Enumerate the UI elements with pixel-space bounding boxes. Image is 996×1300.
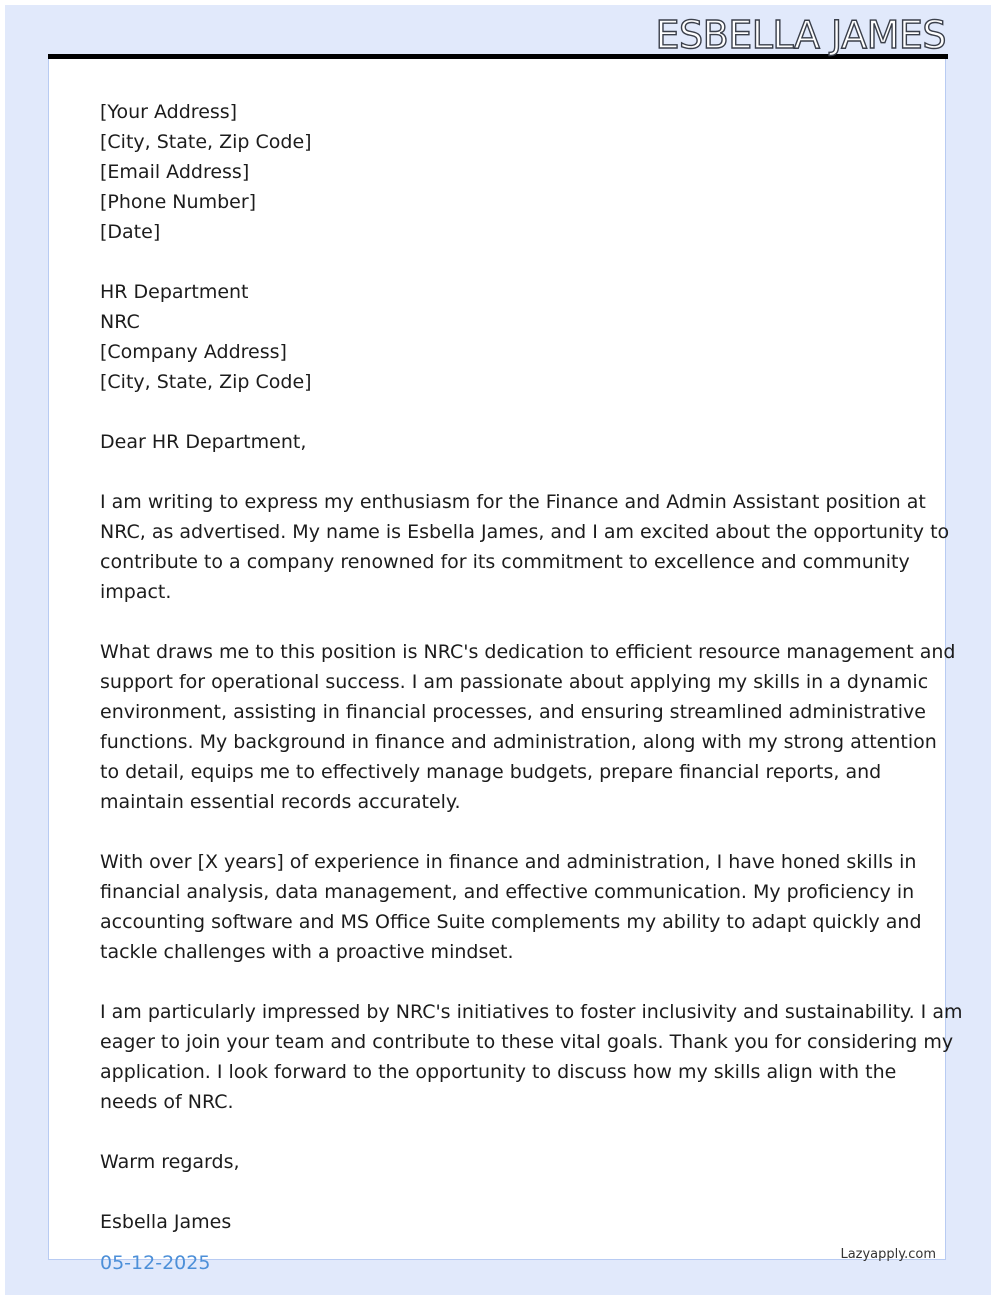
paragraph-line: eager to join your team and contribute to these vital goals. Thank you for considering my bbox=[100, 1031, 954, 1053]
footer-credit: Lazyapply.com bbox=[840, 1247, 936, 1262]
paragraph-line: tackle challenges with a proactive mindset. bbox=[100, 941, 514, 963]
closing: Warm regards, bbox=[100, 1151, 240, 1173]
recipient-company: NRC bbox=[100, 311, 140, 333]
paragraph-line: contribute to a company renowned for its commitment to excellence and community bbox=[100, 551, 910, 573]
sender-city-state-zip: [City, State, Zip Code] bbox=[100, 131, 312, 153]
paragraph-line: NRC, as advertised. My name is Esbella James, and I am excited about the opportunity to bbox=[100, 521, 950, 543]
paragraph-motivation bbox=[100, 637, 956, 817]
recipient-block bbox=[100, 277, 900, 397]
paragraph-closing bbox=[100, 997, 963, 1117]
signature: Esbella James bbox=[100, 1211, 232, 1233]
paragraph-line: maintain essential records accurately. bbox=[100, 791, 461, 813]
footer-date: 05-12-2025 bbox=[100, 1252, 211, 1274]
recipient-city-state-zip: [City, State, Zip Code] bbox=[100, 371, 312, 393]
paragraph-line: to detail, equips me to effectively manage budgets, prepare financial reports, and bbox=[100, 761, 882, 783]
paragraph-line: functions. My background in finance and administration, along with my strong attention bbox=[100, 731, 937, 753]
recipient-address: [Company Address] bbox=[100, 341, 287, 363]
sender-block bbox=[100, 97, 900, 247]
sender-email: [Email Address] bbox=[100, 161, 250, 183]
paragraph-experience bbox=[100, 847, 922, 967]
paragraph-intro bbox=[100, 487, 950, 607]
sender-phone: [Phone Number] bbox=[100, 191, 257, 213]
sender-address: [Your Address] bbox=[100, 101, 238, 123]
paragraph-line: I am writing to express my enthusiasm for the Finance and Admin Assistant position at bbox=[100, 491, 926, 513]
paragraph-line: impact. bbox=[100, 581, 172, 603]
paragraph-line: accounting software and MS Office Suite complements my ability to adapt quickly and bbox=[100, 911, 922, 933]
applicant-name-heading: ESBELLA JAMES bbox=[655, 13, 946, 57]
cover-letter-body bbox=[100, 97, 963, 1237]
recipient-department: HR Department bbox=[100, 281, 249, 303]
paragraph-line: application. I look forward to the opportunity to discuss how my skills align with the bbox=[100, 1061, 897, 1083]
salutation: Dear HR Department, bbox=[100, 431, 307, 453]
paragraph-line: needs of NRC. bbox=[100, 1091, 234, 1113]
paragraph-line: With over [X years] of experience in finance and administration, I have honed skills in bbox=[100, 851, 917, 873]
paragraph-line: financial analysis, data management, and effective communication. My proficiency in bbox=[100, 881, 915, 903]
paragraph-line: support for operational success. I am passionate about applying my skills in a dynamic bbox=[100, 671, 929, 693]
paragraph-line: I am particularly impressed by NRC's initiatives to foster inclusivity and sustainability. I am bbox=[100, 1001, 963, 1023]
sender-date: [Date] bbox=[100, 221, 161, 243]
paragraph-line: What draws me to this position is NRC's dedication to efficient resource management and bbox=[100, 641, 956, 663]
paragraph-line: environment, assisting in financial processes, and ensuring streamlined administrative bbox=[100, 701, 926, 723]
